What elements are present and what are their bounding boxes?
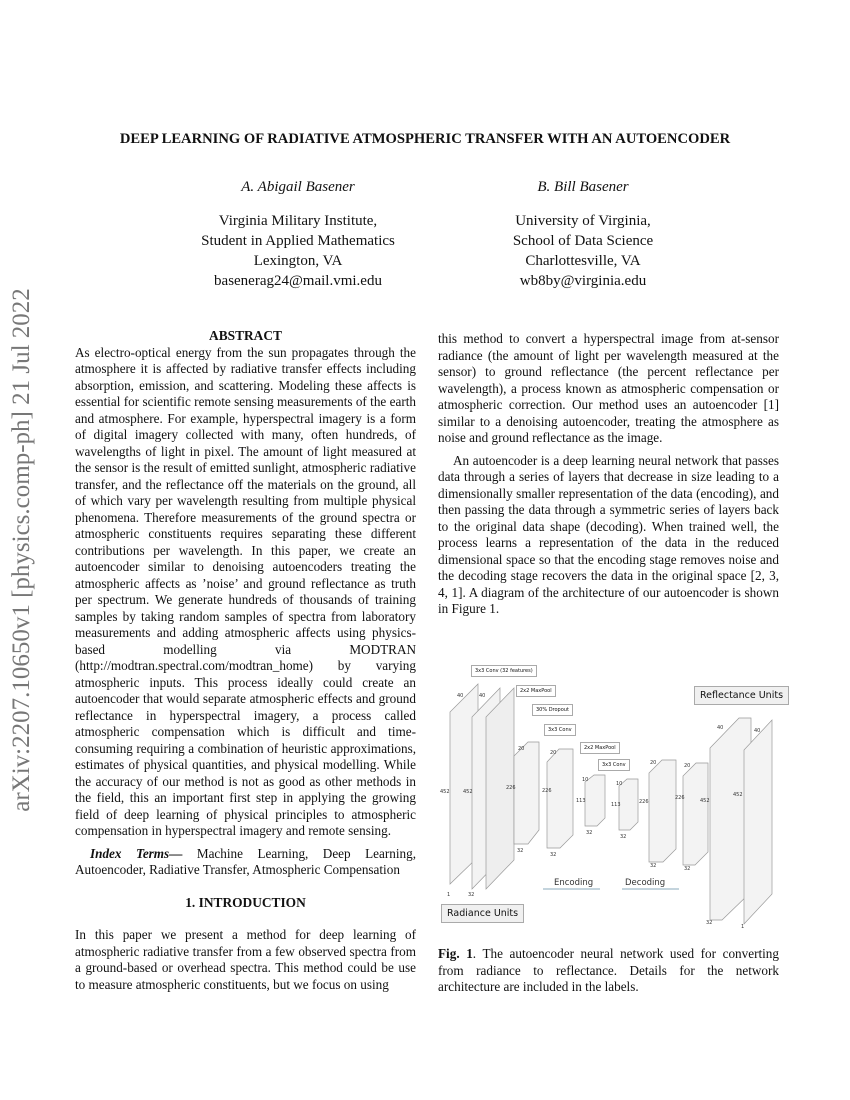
dim-label: 10 [616, 781, 623, 787]
dim-label: 40 [717, 725, 724, 731]
dim-label: 226 [506, 785, 516, 791]
caption-text: . The autoencoder neural network used for converting from radiance to reflectance. Details for the network architecture are included in the labels. [438, 946, 779, 994]
section-heading: 1. INTRODUCTION [185, 894, 306, 910]
dim-label: 113 [576, 798, 586, 804]
dim-label: 226 [675, 795, 685, 801]
author-2 [433, 177, 733, 291]
dim-label: 32 [586, 830, 593, 836]
dim-label: 32 [706, 920, 713, 926]
paper-title: DEEP LEARNING OF RADIATIVE ATMOSPHERIC TRANSFER WITH AN AUTOENCODER [119, 131, 731, 147]
intro-paragraph: this method to convert a hyperspectral image from at-sensor radiance (the amount of light per wavelength measured at the sensor) to ground reflectance (the percent reflectance per wavelength), a process known as atmospheric compensation or atmospheric correction. Our method uses an autoencoder [1] similar to a denoising autoencoder, treating the atmosphere as noise and ground reflectance as the image. [438, 331, 779, 445]
index-terms-label: Index Terms— [90, 845, 183, 861]
encoding-label: Encoding [554, 878, 594, 888]
abstract-heading: ABSTRACT [209, 328, 282, 343]
dim-label: 32 [650, 863, 657, 869]
dim-label: 452 [700, 798, 710, 804]
up1-layer [649, 760, 676, 862]
dim-label: 20 [518, 746, 525, 752]
author-name: A. Abigail Basener [241, 179, 355, 195]
label-box: 3x3 Conv (32 features) [471, 665, 537, 677]
dim-label: 40 [457, 693, 464, 699]
affiliation: Student in Applied Mathematics [201, 233, 395, 249]
author-1 [148, 177, 448, 291]
email: basenerag24@mail.vmi.edu [214, 273, 382, 289]
pool1-layer [514, 742, 539, 844]
dim-label: 452 [440, 789, 450, 795]
label-box: 3x3 Conv [544, 724, 576, 736]
arxiv-stamp [2, 250, 42, 850]
location: Lexington, VA [253, 253, 343, 269]
dim-label: 20 [684, 763, 691, 769]
label-box: 2x2 MaxPool [580, 742, 620, 754]
location: Charlottesville, VA [525, 253, 641, 269]
dim-label: 226 [639, 799, 649, 805]
dim-label: 32 [550, 852, 557, 858]
up2-layer [683, 763, 708, 865]
dim-label: 1 [447, 892, 451, 898]
dim-label: 32 [468, 892, 475, 898]
label-box: 30% Dropout [532, 704, 573, 716]
author-name: B. Bill Basener [537, 179, 629, 195]
intro-paragraph: In this paper we present a method for deep learning of atmospheric radiative transfer from a few observed spectra from a ground-based or overhead spectra. This method could be use to measure atmospheric constituents, but we focus on using [75, 927, 416, 992]
dim-label: 452 [463, 789, 473, 795]
left-column [75, 328, 416, 993]
output-layer [744, 720, 772, 924]
dim-label: 20 [550, 750, 557, 756]
autoencoder-figure [436, 652, 784, 932]
dim-label: 226 [542, 788, 552, 794]
index-terms [75, 846, 416, 879]
dim-label: 32 [684, 866, 691, 872]
right-column [438, 331, 779, 618]
dim-label: 113 [611, 802, 621, 808]
dim-label: 32 [620, 834, 627, 840]
dim-label: 32 [517, 848, 524, 854]
dim-label: 40 [479, 693, 486, 699]
dim-label: 452 [733, 792, 743, 798]
reflectance-units-label: Reflectance Units [694, 686, 789, 705]
affiliation: University of Virginia, [515, 213, 651, 229]
index-terms-text: Machine Learning, Deep Learning, Autoencoder, Radiative Transfer, Atmospheric Compensation [75, 845, 416, 877]
affiliation: Virginia Military Institute, [218, 213, 378, 229]
caption-label: Fig. 1 [438, 946, 473, 961]
dim-label: 10 [582, 777, 589, 783]
label-box: 3x3 Conv [598, 759, 630, 771]
dim-label: 20 [650, 760, 657, 766]
abstract-text: As electro-optical energy from the sun propagates through the atmosphere it is affected by radiative transfer effects including absorption, emission, and scattering. Modeling these affects is essential for scientific remote sensing measurements of the earth and atmosphere. For example, hyperspectral imagery is a form of digital imagery collected with many, often hundreds, of wavelengths of light in pixel. The amount of light measured at the sensor is the result of emitted sunlight, atmospheric radiative transfer, and the reflectance off the materials on the ground, all of which vary per wavelength resulting from multiple physical phenomena. Therefore measurements of the ground spectra or atmospheric constituents requires separating these different contributions per wavelength. In this paper, we create an autoencoder similar to denoising autoencoders treating the atmospheric affects as ’noise’ and ground reflectance as truth per spectrum. We generate hundreds of thousands of training samples by taking random samples of spectra from laboratory measurements and adding atmospheric affects using physics-based modelling via MODTRAN (http://modtran.spectral.com/modtran_home) by varying atmospheric inputs. This process ideally could create an autoencoder that would separate atmospheric effects and ground reflectance in hyperspectral imagery, a process called atmospheric compensation which is difficult and time-consuming requiring a combination of heuristic approximations, estimates of physical quantities, and physical modelling. While the accuracy of our method is not as good as other methods in the field, this an important first step in applying the growing field of deep learning of physical principles to atmospheric compensation in hyperspectral imagery and remote sensing. [75, 344, 416, 838]
intro-paragraph: An autoencoder is a deep learning neural network that passes data through a series of layers that decrease in size leading to a dimensionally smaller representation of the data (encoding), and then passing the data through a symmetric series of layers back to the original data shape (decoding). When trained well, the process learns a representation of the data in the reduced dimensional space so that the encoding stage removes noise and the decoding stage recovers the data in the original space [2, 3, 4, 1]. A diagram of the architecture of our autoencoder is shown in Figure 1. [438, 452, 779, 616]
conv2-layer [547, 749, 573, 848]
radiance-units-label: Radiance Units [441, 904, 524, 923]
decoding-label: Decoding [625, 878, 666, 888]
email: wb8by@virginia.edu [519, 273, 647, 289]
arxiv-id: arXiv:2207.10650v1 [physics.comp-ph] 21 Jul 2022 [8, 288, 35, 812]
dim-label: 40 [754, 728, 761, 734]
affiliation: School of Data Science [512, 233, 654, 249]
figure-caption [438, 946, 779, 996]
dim-label: 1 [741, 924, 745, 930]
label-box: 2x2 MaxPool [516, 685, 556, 697]
